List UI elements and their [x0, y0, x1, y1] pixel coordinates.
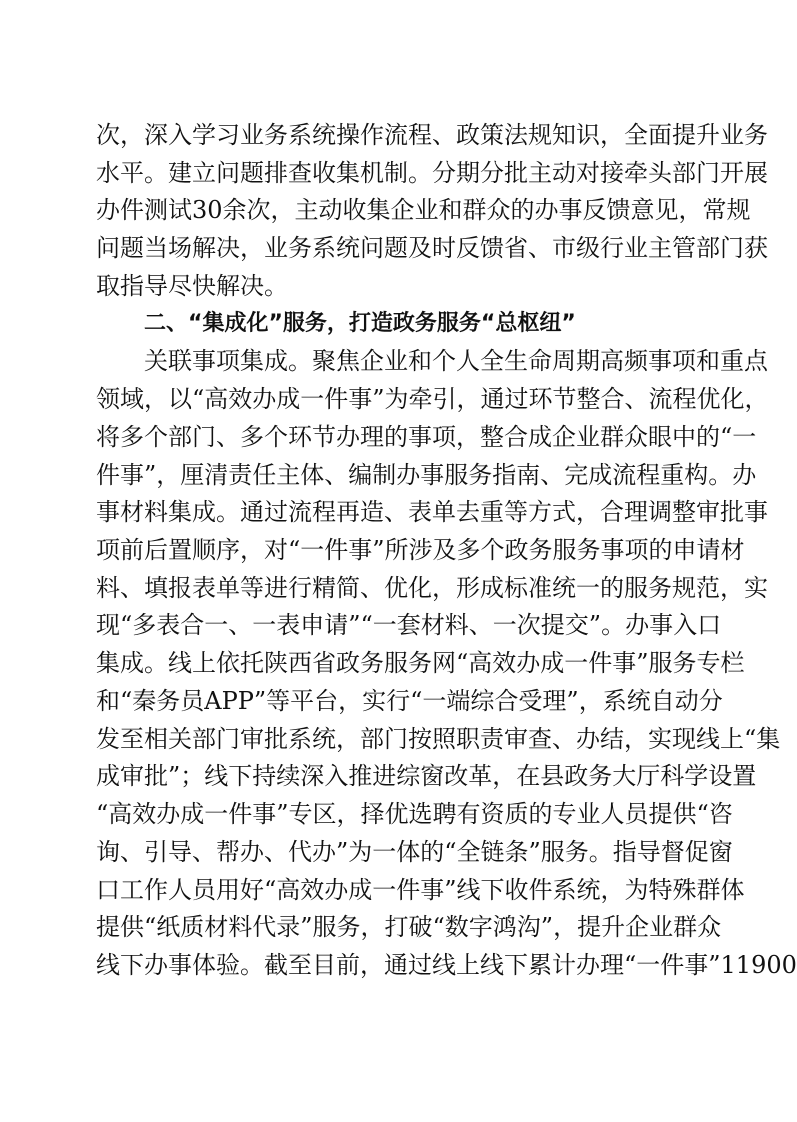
- paragraph-line: 事材料集成。通过流程再造、表单去重等方式，合理调整审批事: [96, 498, 768, 526]
- paragraph-line: 提供“纸质材料代录”服务，打破“数字鸿沟”，提升企业群众: [96, 913, 722, 941]
- paragraph-line: 集成。线上依托陕西省政务服务网“高效办成一件事”服务专栏: [96, 649, 745, 677]
- paragraph-line: 问题当场解决，业务系统问题及时反馈省、市级行业主管部门获: [96, 234, 768, 262]
- paragraph-line: “高效办成一件事”专区，择优选聘有资质的专业人员提供“咨: [96, 800, 733, 828]
- paragraph-line: 询、引导、帮办、代办”为一体的“全链条”服务。指导督促窗: [96, 838, 733, 866]
- paragraph-line: 件事”，厘清责任主体、编制办事服务指南、完成流程重构。办: [96, 461, 757, 489]
- paragraph-line: 发至相关部门审批系统，部门按照职责审查、办结，实现线上“集: [96, 725, 781, 753]
- paragraph-line: 成审批”；线下持续深入推进综窗改革，在县政务大厅科学设置: [96, 762, 757, 790]
- paragraph-line: 次，深入学习业务系统操作流程、政策法规知识，全面提升业务: [96, 121, 768, 149]
- paragraph-line: 和“秦务员APP”等平台，实行“一端综合受理”，系统自动分: [96, 687, 723, 715]
- paragraph-line: 将多个部门、多个环节办理的事项，整合成企业群众眼中的“一: [96, 423, 757, 451]
- paragraph-line: 取指导尽快解决。: [96, 272, 288, 300]
- paragraph-line: 线下办事体验。截至目前，通过线上线下累计办理“一件事”11900: [96, 951, 797, 979]
- paragraph-line: 项前后置顺序，对“一件事”所涉及多个政务服务事项的申请材: [96, 536, 745, 564]
- paragraph-line: 水平。建立问题排查收集机制。分期分批主动对接牵头部门开展: [96, 159, 768, 187]
- paragraph-line: 料、填报表单等进行精简、优化，形成标准统一的服务规范，实: [96, 574, 768, 602]
- paragraph-line: 领域，以“高效办成一件事”为牵引，通过环节整合、流程优化，: [96, 385, 769, 413]
- paragraph-line: 关联事项集成。聚焦企业和个人全生命周期高频事项和重点: [144, 347, 768, 375]
- paragraph-line: 口工作人员用好“高效办成一件事”线下收件系统，为特殊群体: [96, 876, 745, 904]
- section-heading: 二、“集成化”服务，打造政务服务“总枢纽”: [144, 311, 576, 336]
- paragraph-line: 办件测试30余次，主动收集企业和群众的办事反馈意见，常规: [96, 196, 751, 224]
- paragraph-line: 现“多表合一、一表申请”“一套材料、一次提交”。办事入口: [96, 611, 722, 639]
